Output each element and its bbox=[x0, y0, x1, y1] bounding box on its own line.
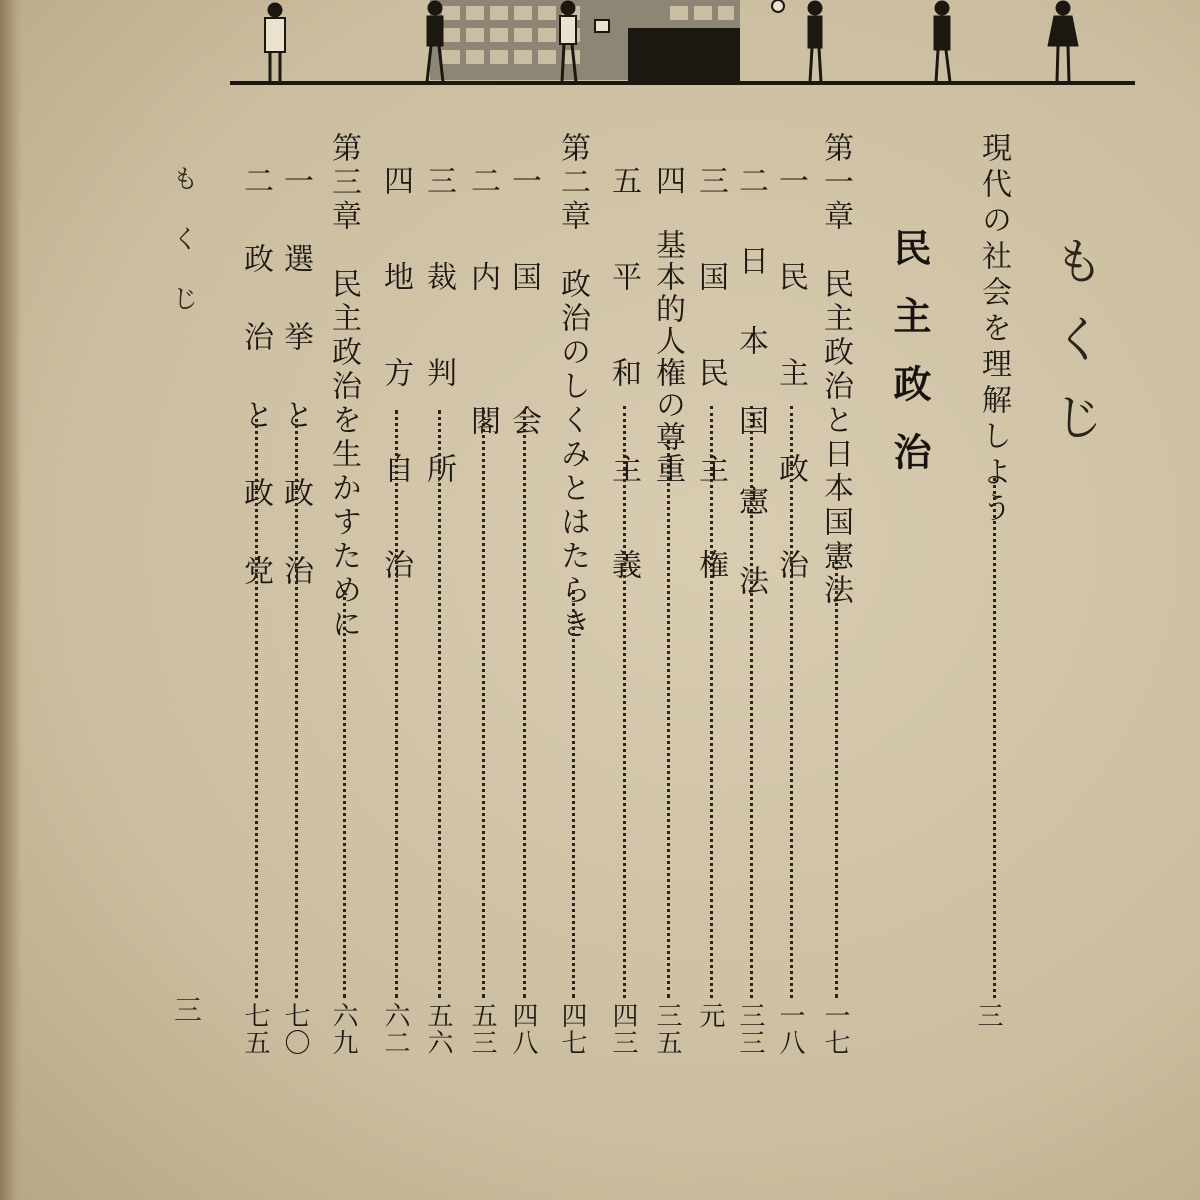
toc-entry-page: 四八 bbox=[508, 1002, 538, 1056]
toc-section-label: 四 地 方 自 治 bbox=[378, 165, 413, 597]
toc-leader-dots bbox=[343, 590, 346, 998]
contents-title: もくじ bbox=[1046, 235, 1104, 469]
toc-leader-dots bbox=[255, 412, 258, 998]
toc-section-label: 二 政 治 と 政 党 bbox=[238, 165, 273, 594]
toc-leader-dots bbox=[523, 410, 526, 998]
toc-entry-page: 三 bbox=[973, 1002, 1003, 1029]
toc-section-label: 一 民 主 政 治 bbox=[773, 165, 808, 597]
toc-entry-page: 七〇 bbox=[280, 1002, 310, 1056]
running-head: もくじ bbox=[168, 165, 198, 345]
toc-entry-page: 五六 bbox=[423, 1002, 453, 1056]
toc-leader-dots bbox=[667, 440, 670, 998]
toc-chapter-label: 第三章 民主政治を生かすために bbox=[326, 132, 361, 642]
schoolyard-illustration bbox=[230, 0, 1135, 100]
toc-entry-page: 一八 bbox=[775, 1002, 805, 1056]
toc-entry-page: 四七 bbox=[557, 1002, 587, 1056]
toc-entry-page: 四三 bbox=[608, 1002, 638, 1056]
toc-leader-dots bbox=[993, 478, 996, 998]
toc-entry-page: 六九 bbox=[328, 1002, 358, 1056]
toc-leader-dots bbox=[482, 410, 485, 998]
toc-section-label: 二 内 閣 bbox=[465, 165, 500, 453]
toc-entry-page: 六二 bbox=[380, 1002, 410, 1056]
toc-chapter-label: 第一章 民主政治と日本国憲法 bbox=[818, 132, 853, 608]
toc-section-label: 一 国 会 bbox=[506, 165, 541, 453]
toc-entry-page: 七五 bbox=[240, 1002, 270, 1056]
toc-leader-dots bbox=[623, 406, 626, 998]
toc-entry-page: 一七 bbox=[820, 1002, 850, 1056]
part-title: 民主政治 bbox=[887, 228, 932, 500]
toc-entry-label: 現代の社会を理解しよう bbox=[976, 132, 1011, 528]
toc-section-label: 二 日 本 国 憲 法 bbox=[733, 165, 768, 605]
toc-leader-dots bbox=[295, 412, 298, 998]
page-gutter-shadow bbox=[0, 0, 22, 1200]
toc-leader-dots bbox=[790, 406, 793, 998]
toc-section-label: 三 裁 判 所 bbox=[421, 165, 456, 501]
toc-entry-page: 五三 bbox=[467, 1002, 497, 1056]
toc-section-label: 五 平 和 主 義 bbox=[606, 165, 641, 597]
toc-leader-dots bbox=[438, 410, 441, 998]
toc-chapter-label: 第二章 政治のしくみとはたらき bbox=[555, 132, 590, 642]
folio-page-number: 三 bbox=[170, 995, 203, 1023]
toc-leader-dots bbox=[750, 406, 753, 998]
toc-entry-page: 三五 bbox=[652, 1002, 682, 1056]
toc-section-label: 四 基本的人権の尊重 bbox=[650, 165, 685, 485]
toc-entry-page: 元 bbox=[695, 1002, 725, 1029]
toc-leader-dots bbox=[710, 406, 713, 998]
toc-leader-dots bbox=[395, 410, 398, 998]
toc-section-label: 三 国 民 主 権 bbox=[693, 165, 728, 597]
toc-entry-page: 三三 bbox=[735, 1002, 765, 1056]
toc-leader-dots bbox=[572, 590, 575, 998]
toc-section-label: 一 選 挙 と 政 治 bbox=[278, 165, 313, 594]
toc-leader-dots bbox=[835, 560, 838, 998]
